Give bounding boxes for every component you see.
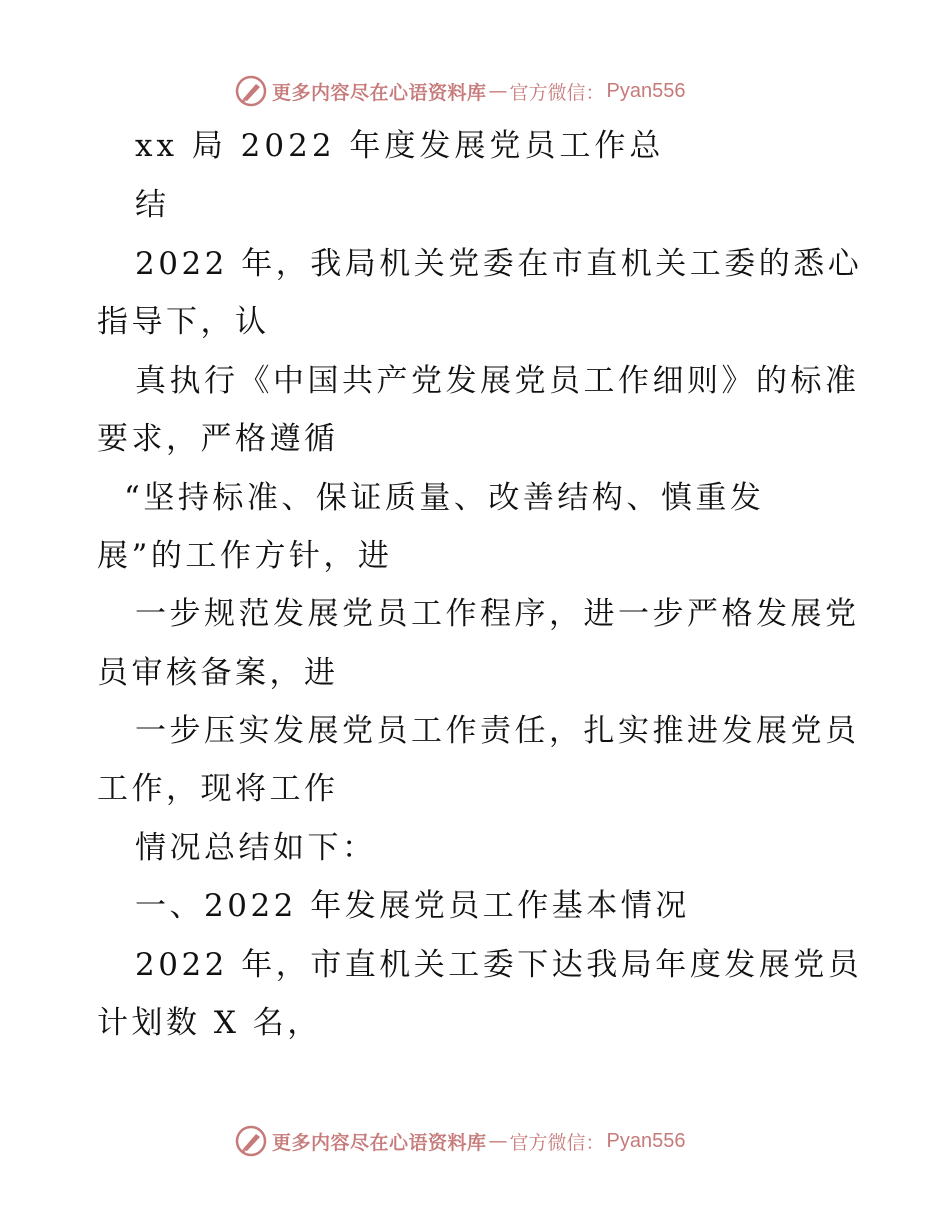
paragraph-line: 2022 年，我局机关党委在市直机关工委的悉心 — [135, 246, 863, 282]
watermark-separator: — — [488, 1130, 508, 1152]
paragraph-line: 指导下，认 — [97, 304, 270, 340]
watermark-footer — [234, 1123, 686, 1159]
watermark-wechat-id: Pyan556 — [606, 1129, 686, 1152]
watermark-site-text: 更多内容尽在心语资料库 — [272, 81, 487, 104]
pen-logo-icon — [234, 1124, 268, 1158]
watermark-wechat-label: 官方微信： — [509, 81, 605, 104]
paragraph-line: 真执行《中国共产党发展党员工作细则》的标准 — [135, 363, 860, 399]
watermark-wechat-id: Pyan556 — [606, 79, 686, 102]
paragraph-line: 一步压实发展党员工作责任，扎实推进发展党员 — [135, 713, 860, 749]
document-title-line-1: xx 局 2022 年度发展党员工作总 — [135, 128, 665, 164]
paragraph-line: 一步规范发展党员工作程序，进一步严格发展党 — [135, 596, 860, 632]
paragraph-line: 2022 年，市直机关工委下达我局年度发展党员 — [135, 947, 863, 983]
watermark-header — [234, 73, 686, 109]
watermark-separator: — — [488, 80, 508, 102]
paragraph-line: “坚持标准、保证质量、改善结构、慎重发 — [124, 480, 765, 516]
pen-logo-icon — [234, 74, 268, 108]
watermark-wechat-label: 官方微信： — [509, 1131, 605, 1154]
paragraph-line: 员审核备案，进 — [97, 655, 339, 691]
paragraph-line: 计划数 X 名， — [97, 1005, 322, 1041]
paragraph-line: 工作，现将工作 — [97, 771, 339, 807]
paragraph-line: 展”的工作方针，进 — [97, 538, 393, 574]
document-title-line-2: 结 — [135, 187, 170, 223]
section-heading: 一、2022 年发展党员工作基本情况 — [135, 888, 690, 924]
paragraph-line: 情况总结如下： — [135, 830, 377, 866]
paragraph-line: 要求，严格遵循 — [97, 421, 339, 457]
watermark-site-text: 更多内容尽在心语资料库 — [272, 1131, 487, 1154]
